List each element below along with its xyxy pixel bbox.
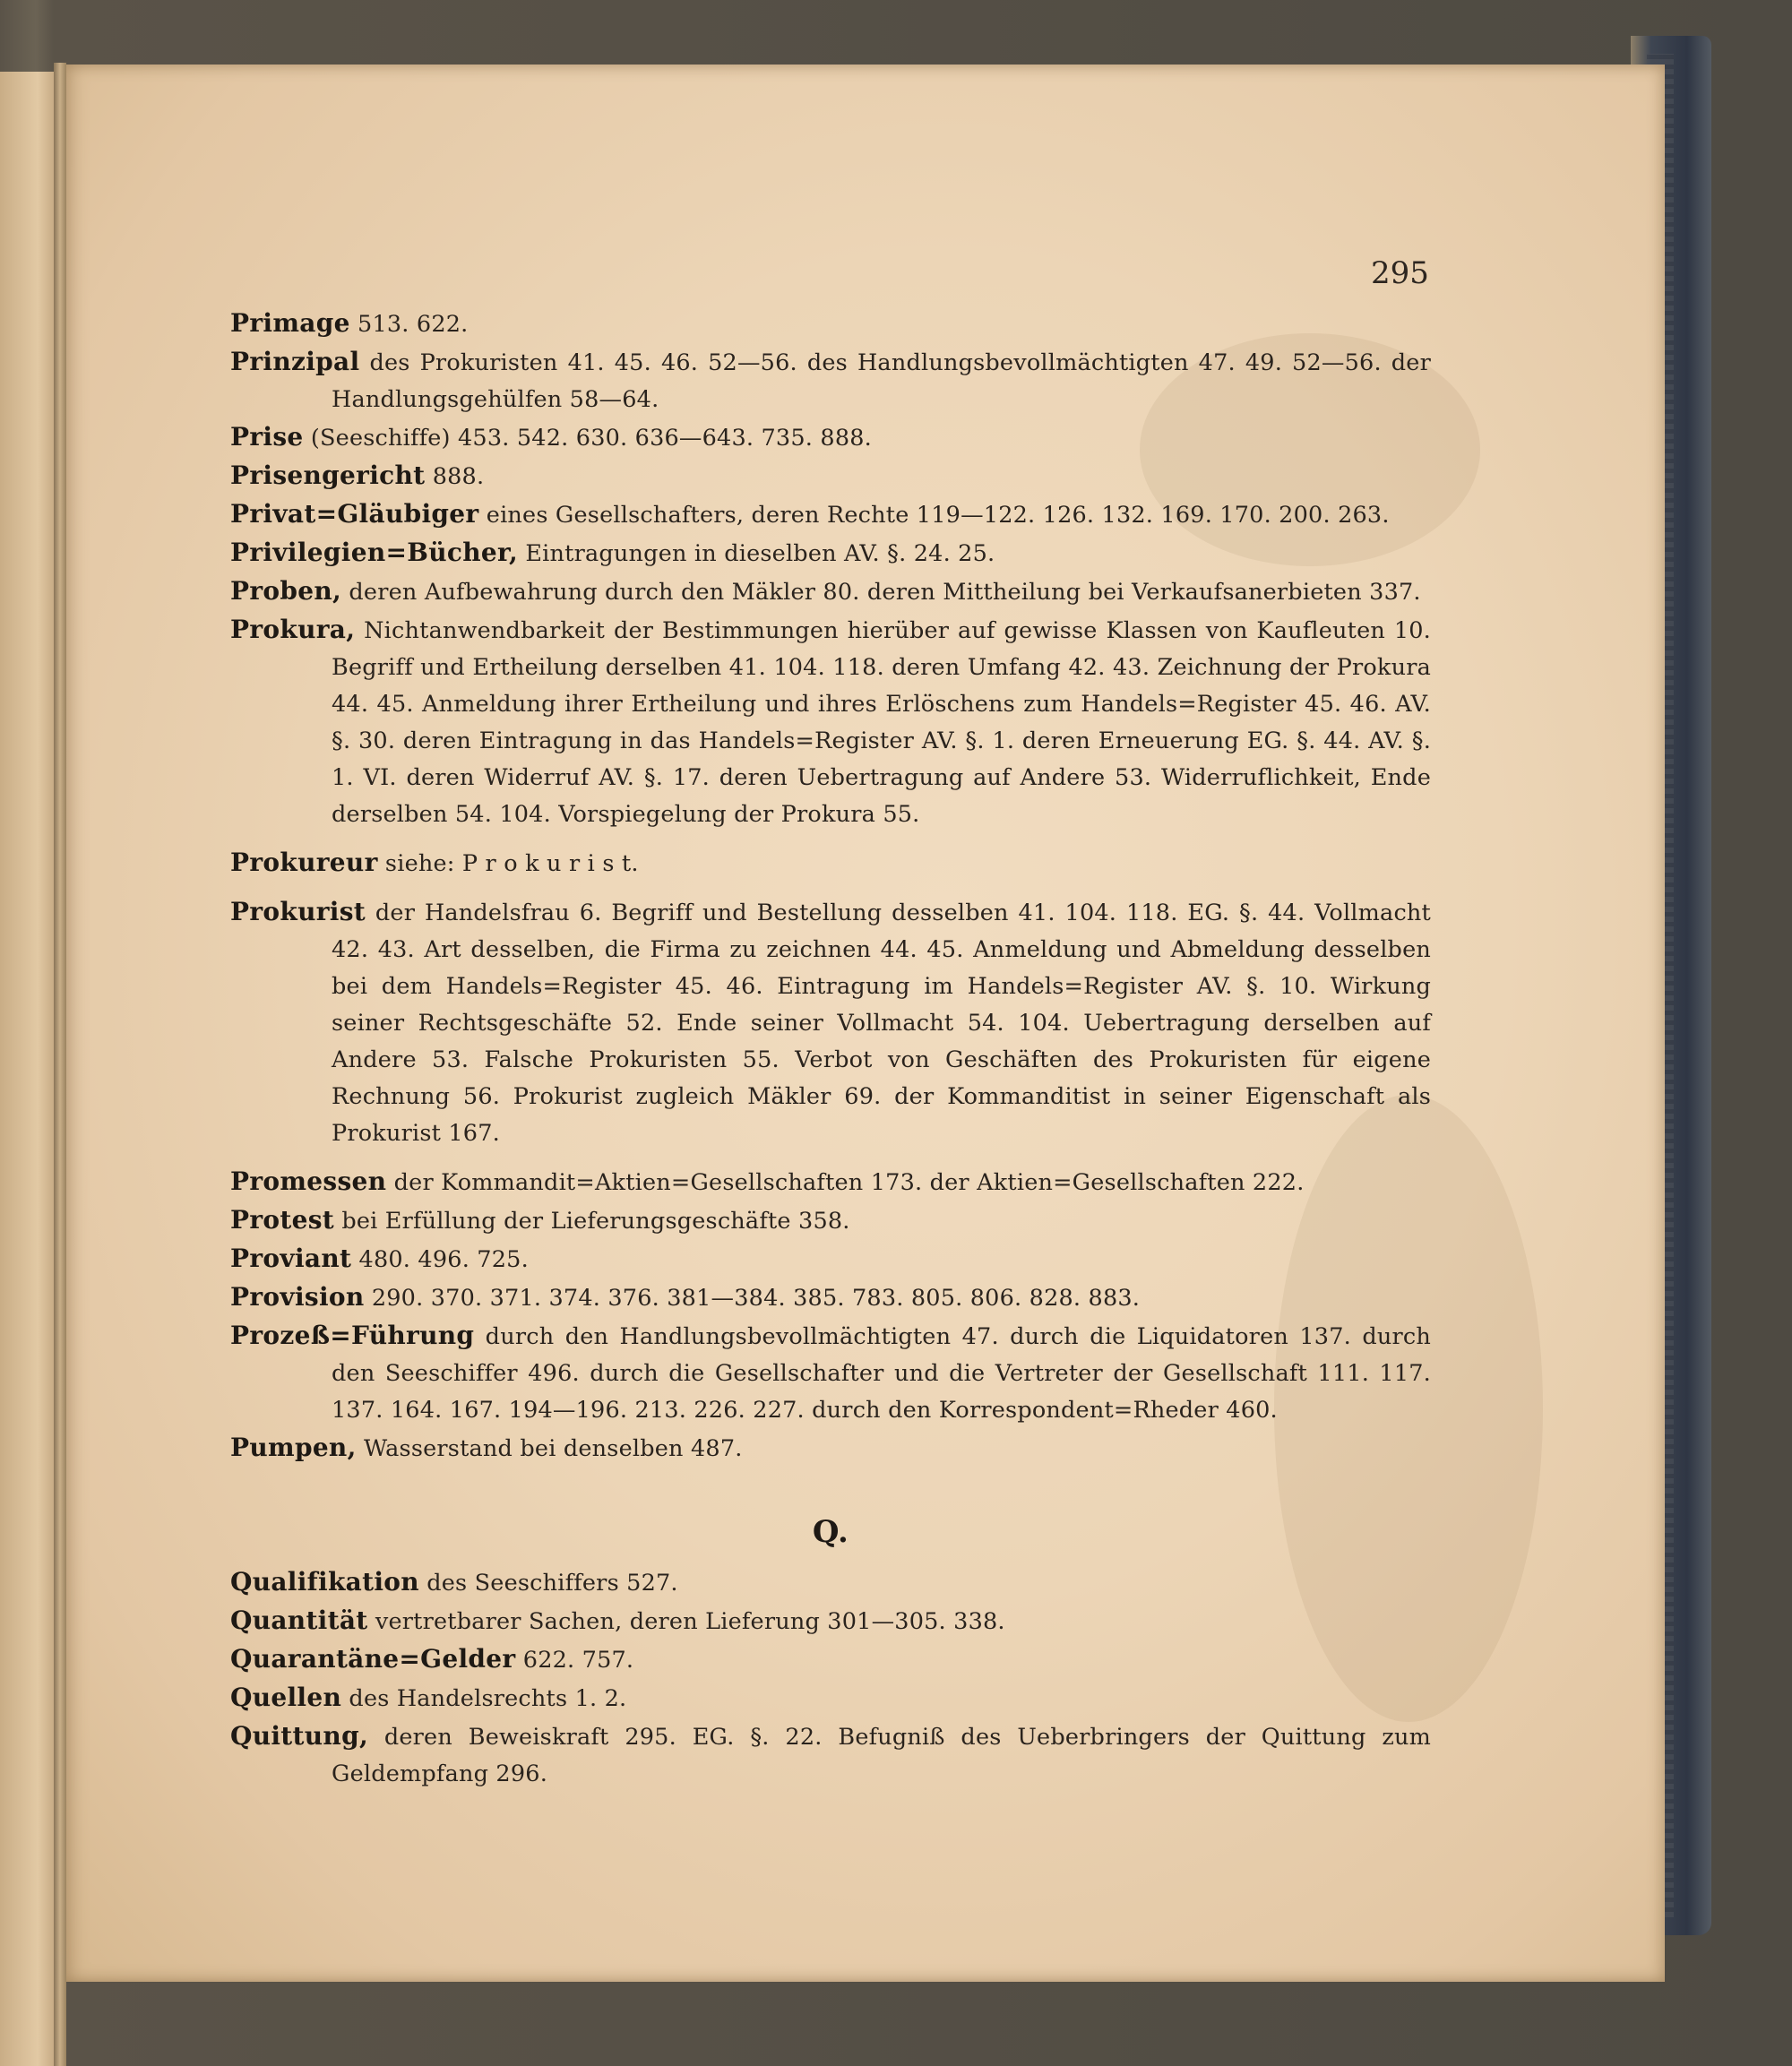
section-q-entries xyxy=(230,1563,1431,1793)
index-entry xyxy=(230,1163,1431,1201)
entry-text: vertretbarer Sachen, deren Lieferung 301—305. 338. xyxy=(367,1608,1005,1635)
entry-text: bei Erfüllung der Lieferungsgeschäfte 358. xyxy=(334,1208,850,1235)
entry-text: 290. 370. 371. 374. 376. 381—384. 385. 783. 805. 806. 828. 883. xyxy=(364,1285,1141,1312)
index-entry xyxy=(230,1278,1431,1317)
entry-text: deren Beweiskraft 295. EG. §. 22. Befugniß des Ueberbringers der Quittung zum Geldempfang 296. xyxy=(332,1724,1431,1787)
entry-headword: Privat=Gläubiger xyxy=(230,499,479,529)
entry-headword: Prokura, xyxy=(230,615,356,644)
page-gutter xyxy=(54,63,66,2066)
entry-headword: Prokurist xyxy=(230,897,366,926)
page-number: 295 xyxy=(1371,255,1429,291)
entry-text: (Seeschiffe) 453. 542. 630. 636—643. 735. 888. xyxy=(303,425,872,452)
entry-headword: Quittung, xyxy=(230,1721,368,1751)
entry-text: Wasserstand bei denselben 487. xyxy=(356,1435,743,1462)
entry-text: deren Aufbewahrung durch den Mäkler 80. deren Mittheilung bei Verkaufsanerbieten 337. xyxy=(341,579,1421,606)
index-entry xyxy=(230,1717,1431,1793)
entry-headword: Quantität xyxy=(230,1605,368,1635)
index-entry xyxy=(230,1679,1431,1717)
index-entry xyxy=(230,1240,1431,1278)
entry-text: des Prokuristen 41. 45. 46. 52—56. des Handlungsbevollmächtigten 47. 49. 52—56. der Handlungsgehülfen 58—64. xyxy=(332,349,1431,413)
index-entry xyxy=(230,495,1431,534)
entry-headword: Primage xyxy=(230,308,350,338)
entry-text: des Seeschiffers 527. xyxy=(418,1570,678,1597)
entry-headword: Prozeß=Führung xyxy=(230,1321,475,1350)
entry-headword: Prokureur xyxy=(230,848,378,877)
entry-text: der Kommandit=Aktien=Gesellschaften 173. der Aktien=Gesellschaften 222. xyxy=(386,1169,1305,1196)
section-heading: Q. xyxy=(812,1514,849,1550)
index-entry xyxy=(230,1201,1431,1240)
entry-headword: Prise xyxy=(230,422,304,452)
entry-headword: Protest xyxy=(230,1205,335,1235)
entry-headword: Prinzipal xyxy=(230,347,360,376)
entry-text: siehe: P r o k u r i s t. xyxy=(377,850,639,877)
entry-headword: Prisengericht xyxy=(230,461,426,490)
index-entries xyxy=(230,305,1431,1793)
entry-headword: Qualifikation xyxy=(230,1567,419,1597)
entry-headword: Quellen xyxy=(230,1683,342,1712)
entry-text: 622. 757. xyxy=(515,1647,634,1674)
entry-headword: Quarantäne=Gelder xyxy=(230,1644,516,1674)
entry-headword: Provision xyxy=(230,1282,365,1312)
index-entry xyxy=(230,457,1431,495)
index-entry xyxy=(230,305,1431,343)
entry-headword: Promessen xyxy=(230,1166,387,1196)
entry-text: 513. 622. xyxy=(349,311,469,338)
index-entry xyxy=(230,1602,1431,1640)
entry-text: des Handelsrechts 1. 2. xyxy=(341,1685,627,1712)
index-entry xyxy=(230,1317,1431,1429)
entry-text: der Handelsfrau 6. Begriff und Bestellung desselben 41. 104. 118. EG. §. 44. Vollmacht 42. 43. Art desselben, die Firma zu zeichnen 44. 45. Anmeldung und Abmeldung desselben bei dem Handels=Register 45. 46. Eintragung im Handels=Register AV. §. 10. Wirkung seiner Rechtsgeschäfte 52. Ende seiner Vollmacht 54. 104. Uebertragung derselben auf Andere 53. Falsche Prokuristen 55. Verbot von Geschäften des Prokuristen für eigene Rechnung 56. Prokurist zugleich Mäkler 69. der Kommanditist in seiner Eigenschaft als Prokurist 167. xyxy=(332,900,1431,1147)
entry-headword: Proben, xyxy=(230,576,342,606)
entry-headword: Proviant xyxy=(230,1244,352,1273)
entry-text: Nichtanwendbarkeit der Bestimmungen hierüber auf gewisse Klassen von Kaufleuten 10. Begriff und Ertheilung derselben 41. 104. 118. deren Umfang 42. 43. Zeichnung der Prokura 44. 45. Anmeldung ihrer Ertheilung und ihres Erlöschens zum Handels=Register 45. 46. AV. §. 30. deren Eintragung in das Handels=Register AV. §. 1. deren Erneuerung EG. §. 44. AV. §. 1. VI. deren Widerruf AV. §. 17. deren Uebertragung auf Andere 53. Widerruflichkeit, Ende derselben 54. 104. Vorspiegelung der Prokura 55. xyxy=(332,617,1431,828)
entry-text: eines Gesellschafters, deren Rechte 119—122. 126. 132. 169. 170. 200. 263. xyxy=(478,502,1390,529)
index-entry xyxy=(230,534,1431,572)
entry-headword: Privilegien=Bücher, xyxy=(230,538,519,567)
index-entry xyxy=(230,1563,1431,1602)
entry-text: 480. 496. 725. xyxy=(351,1246,529,1273)
entry-text: 888. xyxy=(425,463,485,490)
index-entry xyxy=(230,572,1431,611)
index-entry xyxy=(230,611,1431,833)
entry-text: Eintragungen in dieselben AV. §. 24. 25. xyxy=(518,540,995,567)
index-entry xyxy=(230,1640,1431,1679)
index-entry xyxy=(230,343,1431,418)
index-entry xyxy=(230,418,1431,457)
index-entry xyxy=(230,1429,1431,1468)
entry-headword: Pumpen, xyxy=(230,1433,357,1462)
index-entry xyxy=(230,893,1431,1152)
index-entry xyxy=(230,844,1431,882)
entry-text: durch den Handlungsbevollmächtigten 47. durch die Liquidatoren 137. durch den Seeschiffer 496. durch die Gesellschafter und die Vertreter der Gesellschaft 111. 117. 137. 164. 167. 194—196. 213. 226. 227. durch den Korrespondent=Rheder 460. xyxy=(332,1323,1431,1424)
section-p-entries xyxy=(230,305,1431,1468)
